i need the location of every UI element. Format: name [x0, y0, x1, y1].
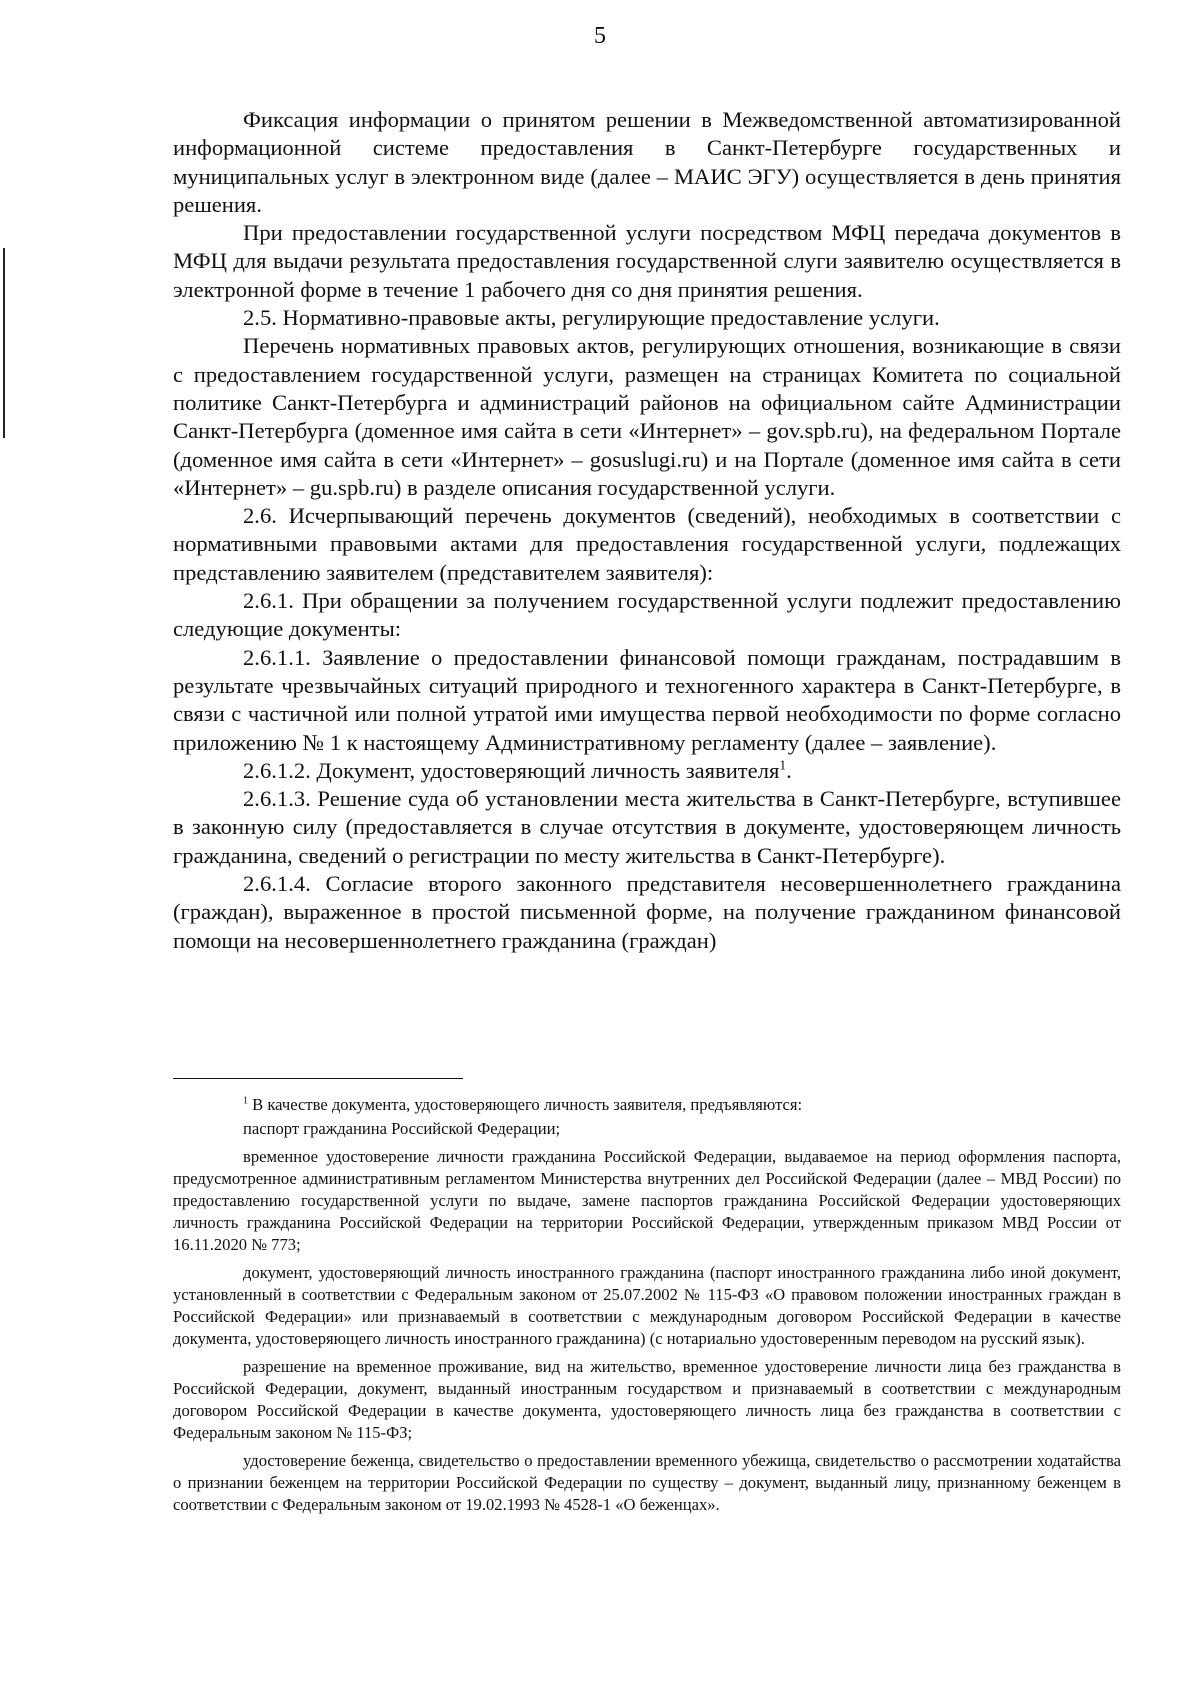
- footnote-item-foreign-id: документ, удостоверяющий личность иностранного гражданина (паспорт иностранного гражданина либо иной документ, установленный в соответствии с Федеральным законом от 25.07.2002 № 115-ФЗ «О правовом положении иностранных граждан в Российской Федерации» или признаваемый в соответствии с международным договором Российской Федерации в качестве документа, удостоверяющего личность иностранного гражданина) (с нотариально удостоверенным переводом на русский язык).: [173, 1263, 1121, 1348]
- paragraph-2-6-1-2-text: 2.6.1.2. Документ, удостоверяющий личность заявителя: [243, 757, 780, 783]
- page-number: 5: [594, 23, 606, 49]
- margin-change-bar: [3, 248, 5, 438]
- paragraph-legal-acts-list: Перечень нормативных правовых актов, регулирующих отношения, возникающие в связи с предоставлением государственной услуги, размещен на страницах Комитета по социальной политике Санкт-Петербурга и администраций районов на официальном сайте Администрации Санкт-Петербурга (доменное имя сайта в сети «Интернет» – gov.spb.ru), на федеральном Портале (доменное имя сайта в сети «Интернет» – gosuslugi.ru) и на Портале (доменное имя сайта в сети «Интернет» – gu.spb.ru) в разделе описания государственной услуги.: [173, 333, 1121, 500]
- paragraph-2-6-1-2: [173, 757, 1121, 785]
- footnote-marker: 1: [243, 1095, 248, 1107]
- footnote-separator: [173, 1078, 463, 1079]
- footnote-item-refugee-id: удостоверение беженца, свидетельство о предоставлении временного убежища, свидетельство о рассмотрении ходатайства о признании беженцем на территории Российской Федерации по существу – документ, выданный лицу, признанному беженцем в соответствии с Федеральным законом от 19.02.1993 № 4528-1 «О беженцах».: [173, 1451, 1121, 1514]
- paragraph-2-6-1-1: 2.6.1.1. Заявление о предоставлении финансовой помощи гражданам, пострадавшим в результате чрезвычайных ситуаций природного и техногенного характера в Санкт-Петербурге, в связи с частичной или полной утратой ими имущества первой необходимости по форме согласно приложению № 1 к настоящему Административному регламенту (далее – заявление).: [173, 644, 1121, 755]
- document-body: [173, 106, 1121, 955]
- paragraph-2-6-1-2-end: .: [786, 757, 792, 783]
- paragraph-2-5-heading: 2.5. Нормативно-правовые акты, регулирующие предоставление услуги.: [243, 305, 940, 331]
- footnote-item-residence-permit: разрешение на временное проживание, вид на жительство, временное удостоверение личности лица без гражданства в Российской Федерации, документ, выданный иностранным государством и признаваемый в соответствии с международным договором Российской Федерации в качестве документа, удостоверяющего личность лица без гражданства в соответствии с Федеральным законом № 115-ФЗ;: [173, 1357, 1121, 1442]
- footnote-intro-text: В качестве документа, удостоверяющего личность заявителя, предъявляются:: [247, 1095, 803, 1114]
- footnote-intro: [173, 1094, 1121, 1116]
- paragraph-2-6-1-3: 2.6.1.3. Решение суда об установлении места жительства в Санкт-Петербурге, вступившее в законную силу (предоставляется в случае отсутствия в документе, удостоверяющем личность гражданина, сведений о регистрации по месту жительства в Санкт-Петербурге).: [173, 786, 1121, 868]
- footnotes: [173, 1094, 1121, 1518]
- paragraph-decision-recording: Фиксация информации о принятом решении в Межведомственной автоматизированной информационной системе предоставления в Санкт-Петербурге государственных и муниципальных услуг в электронном виде (далее – МАИС ЭГУ) осуществляется в день принятия решения.: [173, 107, 1121, 217]
- paragraph-2-6: 2.6. Исчерпывающий перечень документов (сведений), необходимых в соответствии с нормативными правовыми актами для предоставления государственной услуги, подлежащих представлению заявителем (представителем заявителя):: [173, 503, 1121, 585]
- paragraph-mfc-transfer: При предоставлении государственной услуги посредством МФЦ передача документов в МФЦ для выдачи результата предоставления государственной слуги заявителю осуществляется в электронной форме в течение 1 рабочего дня со дня принятия решения.: [173, 220, 1121, 302]
- footnote-item-temporary-id: временное удостоверение личности гражданина Российской Федерации, выдаваемое на период оформления паспорта, предусмотренное административным регламентом Министерства внутренних дел Российской Федерации (далее – МВД России) по предоставлению государственной услуги по выдаче, замене паспортов гражданина Российской Федерации удостоверяющих личность гражданина Российской Федерации на территории Российской Федерации, утвержденным приказом МВД России от 16.11.2020 № 773;: [173, 1147, 1121, 1254]
- paragraph-2-6-1-4: 2.6.1.4. Согласие второго законного представителя несовершеннолетнего гражданина (граждан), выраженное в простой письменной форме, на получение гражданином финансовой помощи на несовершеннолетнего гражданина (граждан): [173, 871, 1121, 953]
- footnote-item-passport: паспорт гражданина Российской Федерации;: [243, 1119, 561, 1138]
- footnote-reference[interactable]: 1: [779, 757, 787, 773]
- paragraph-2-6-1: 2.6.1. При обращении за получением государственной услуги подлежит предоставлению следующие документы:: [173, 588, 1121, 642]
